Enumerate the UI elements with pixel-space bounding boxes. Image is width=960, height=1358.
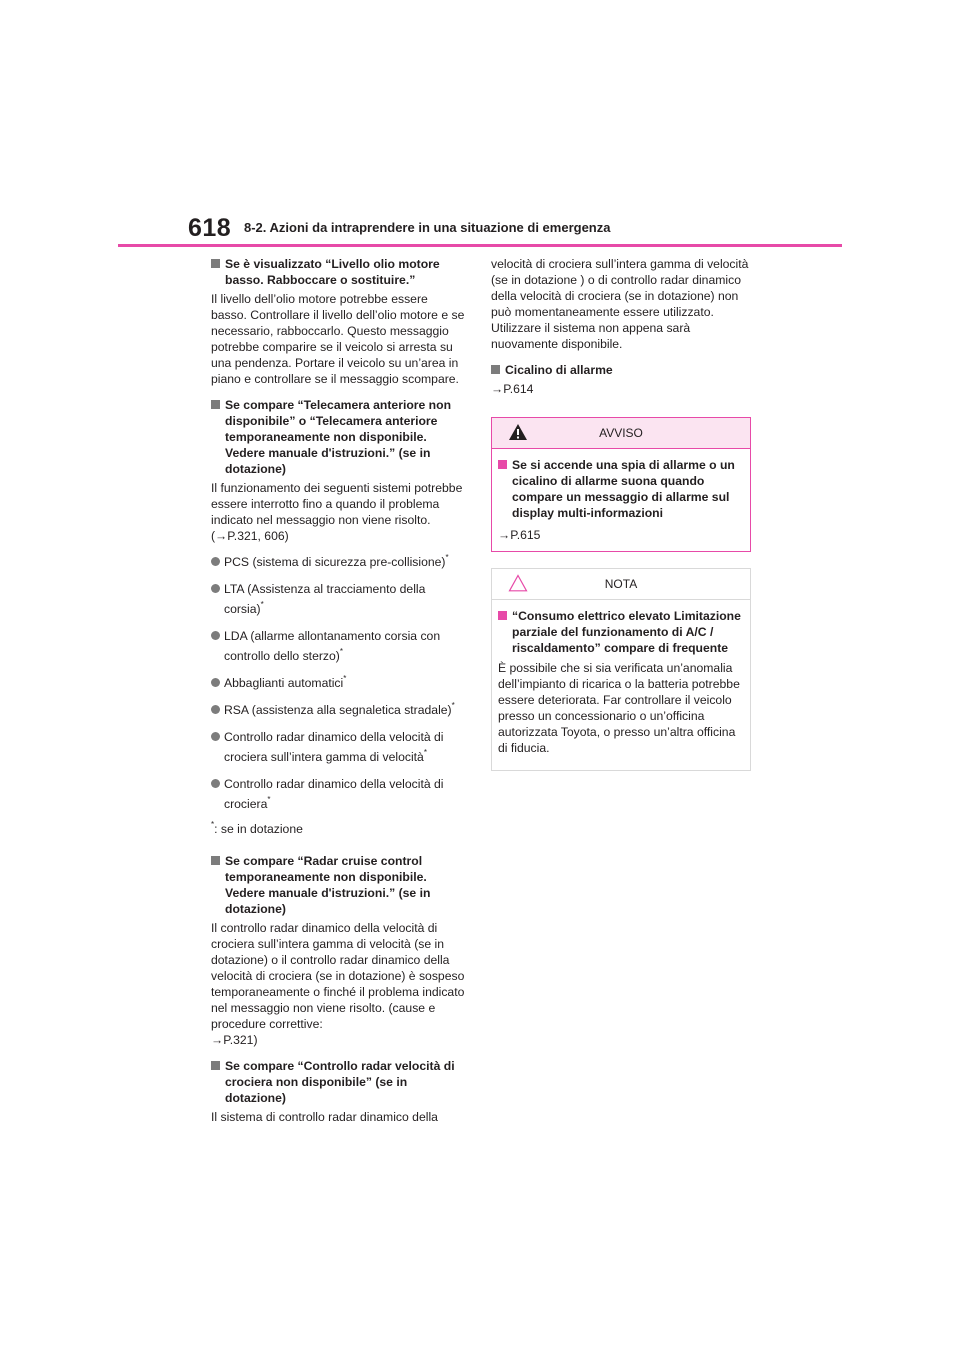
square-bullet-icon: [498, 460, 507, 469]
section-text: Il livello dell’olio motore potrebbe essere basso. Controllare il livello dell’olio motore e se necessario, rabboccarlo. Questo messaggio potrebbe comparire se il veicolo si arresta su una pendenza. Portare il veicolo su un’area in piano e controllare se il messaggio scompare.: [211, 292, 465, 386]
section-heading: “Consumo elettrico elevato Limitazione parziale del funzionamento di A/C / riscaldamento” compare di frequente: [498, 608, 744, 656]
page-reference: →P.615: [498, 528, 541, 542]
section-heading: Se compare “Telecamera anteriore non disponibile” o “Telecamera anteriore temporaneamente non disponibile. Vedere manuale d'istruzioni.” (se in dotazione): [211, 397, 467, 477]
warning-box: [491, 417, 751, 552]
right-column: [491, 256, 751, 787]
list-item: RSA (assistenza alla segnaletica stradale)*: [211, 702, 467, 720]
header-divider: [118, 244, 842, 247]
square-bullet-icon: [211, 400, 220, 409]
list-item: LDA (allarme allontanamento corsia con controllo dello sterzo)*: [211, 628, 467, 666]
caution-outline-triangle-icon: [508, 574, 528, 592]
square-bullet-icon: [491, 365, 500, 374]
section-heading: Se è visualizzato “Livello olio motore basso. Rabboccare o sostituire.”: [211, 256, 467, 288]
round-bullet-icon: [211, 779, 220, 788]
footnote: *: se in dotazione: [211, 820, 303, 836]
square-bullet-icon: [211, 259, 220, 268]
warning-heading: AVVISO: [599, 426, 643, 440]
section-heading: Se si accende una spia di allarme o un cicalino di allarme suona quando compare un messaggio di allarme sul display multi-informazioni: [498, 457, 744, 521]
section-heading: Se compare “Radar cruise control temporaneamente non disponibile. Vedere manuale d'istruzioni.” (se in dotazione): [211, 853, 467, 917]
round-bullet-icon: [211, 557, 220, 566]
note-box: [491, 568, 751, 771]
round-bullet-icon: [211, 732, 220, 741]
left-column: [211, 256, 467, 1135]
note-text: È possibile che si sia verificata un’anomalia dell’impianto di ricarica o la batteria potrebbe essere deteriorata. Far controllare il veicolo presso un concessionario o un’officina autorizzata Toyota, o presso un’altra officina di fiducia.: [498, 661, 740, 755]
square-bullet-icon: [211, 1061, 220, 1070]
page-number: 618: [188, 214, 232, 242]
list-item: PCS (sistema di sicurezza pre-collisione)*: [211, 554, 467, 572]
section-text: Il sistema di controllo radar dinamico della: [211, 1110, 438, 1124]
list-item: LTA (Assistenza al tracciamento della corsia)*: [211, 581, 467, 619]
page-reference: →P.321): [211, 1033, 258, 1047]
square-bullet-icon: [498, 611, 507, 620]
list-item: Controllo radar dinamico della velocità di crociera sull’intera gamma di velocità*: [211, 729, 467, 767]
section-text-continued: velocità di crociera sull’intera gamma di velocità (se in dotazione ) o di controllo radar dinamico della velocità di crociera (se in dotazione) non può momentaneamente essere utilizzato. Utilizzare il sistema non appena sarà nuovamente disponibile.: [491, 257, 749, 351]
square-bullet-icon: [211, 856, 220, 865]
list-item: Abbaglianti automatici*: [211, 675, 467, 693]
section-heading: Se compare “Controllo radar velocità di crociera non disponibile” (se in dotazione): [211, 1058, 467, 1106]
round-bullet-icon: [211, 584, 220, 593]
list-item: Controllo radar dinamico della velocità di crociera*: [211, 776, 467, 814]
chapter-title: 8-2. Azioni da intraprendere in una situazione di emergenza: [244, 220, 611, 235]
note-heading: NOTA: [604, 577, 638, 591]
round-bullet-icon: [211, 678, 220, 687]
section-text: Il funzionamento dei seguenti sistemi potrebbe essere interrotto fino a quando il problema indicato nel messaggio non viene risolto. (→P.321, 606): [211, 481, 463, 543]
page-reference: →P.614: [491, 382, 534, 396]
section-heading: Cicalino di allarme: [491, 362, 751, 378]
round-bullet-icon: [211, 705, 220, 714]
round-bullet-icon: [211, 631, 220, 640]
section-text: Il controllo radar dinamico della velocità di crociera sull’intera gamma di velocità (se in dotazione) o il controllo radar dinamico della velocità di crociera (se in dotazione) è sospeso temporaneamente o finché il problema indicato nel messaggio non viene risolto. (cause e procedure correttive: →P.321): [211, 921, 465, 1047]
warning-triangle-icon: [508, 423, 528, 441]
